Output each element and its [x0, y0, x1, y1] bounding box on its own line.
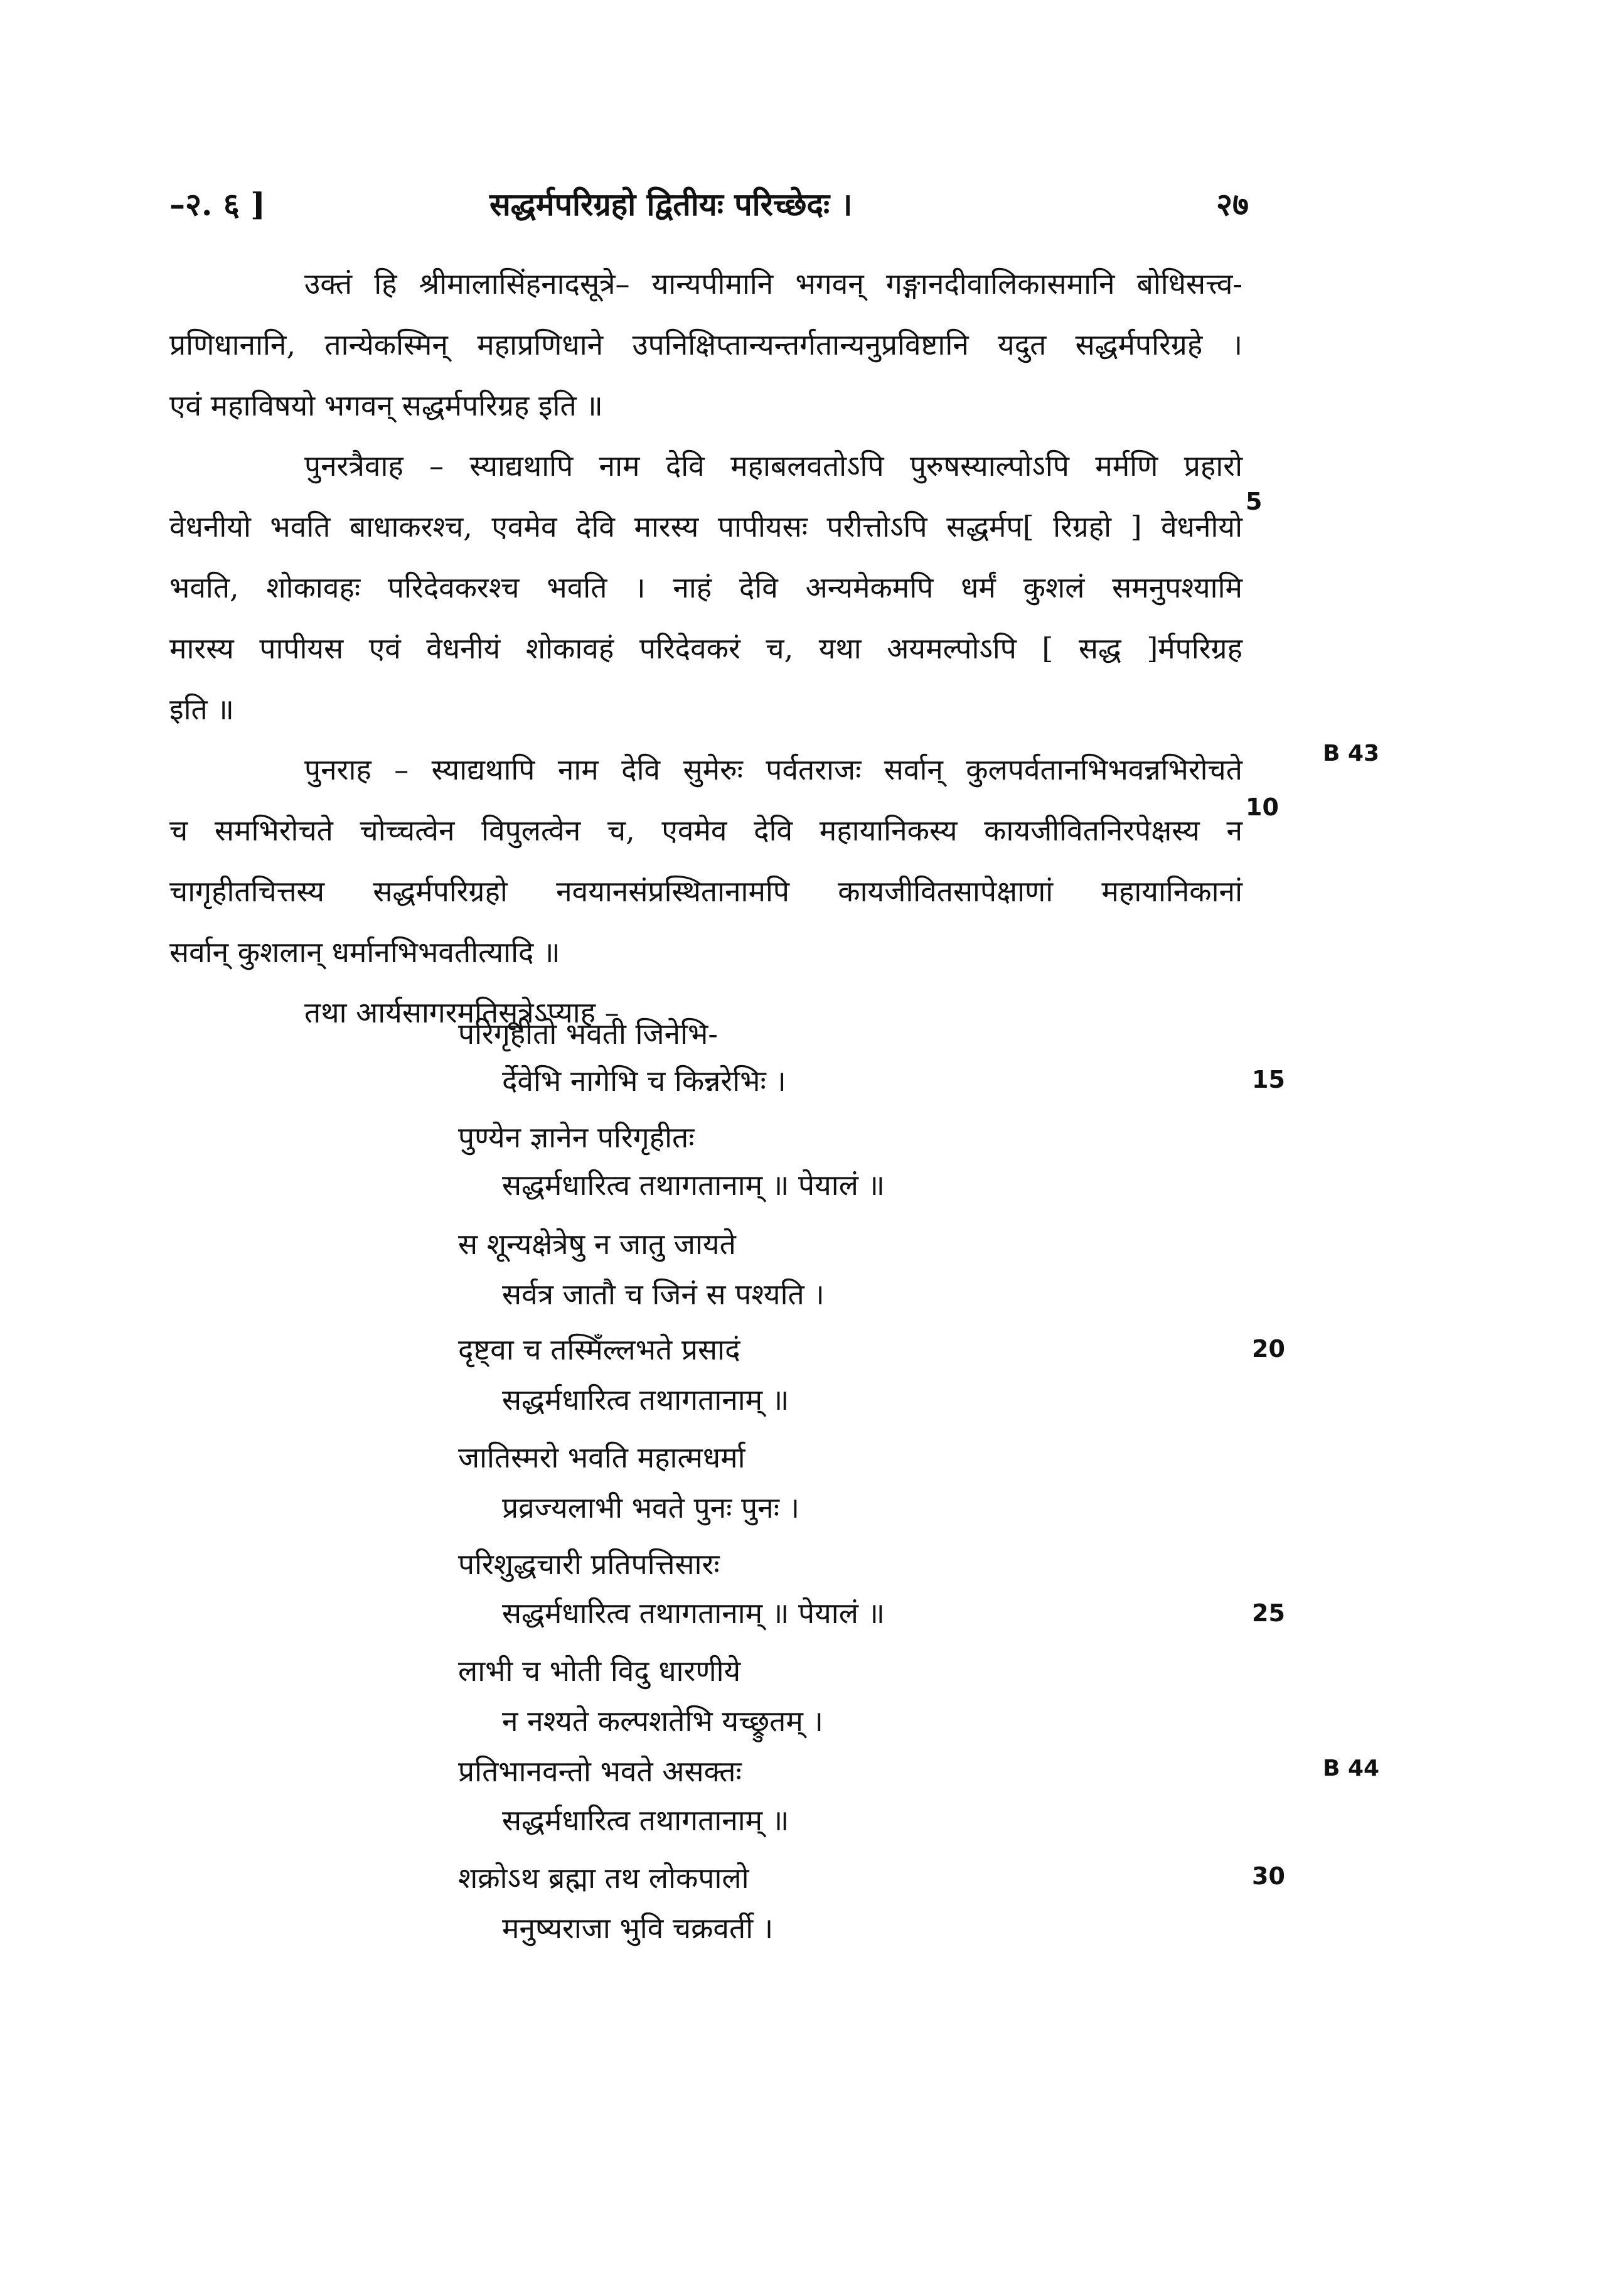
verse-line: सद्धर्मधारित्व तथागतानाम् ॥ [502, 1803, 789, 1837]
verse-line: लाभी च भोती विदु धारणीये [458, 1654, 741, 1688]
text-line: तथा आर्यसागरमतिसूत्रेऽप्याह – [304, 995, 619, 1029]
text-line: चागृहीतचित्तस्य सद्धर्मपरिग्रहो नवयानसंप्रस्थितानामपि कायजीवितसापेक्षाणां महायानिकानां [169, 874, 1242, 908]
page-number: २७ [1216, 186, 1249, 223]
running-header [169, 182, 1249, 239]
line-number: 20 [1252, 1335, 1285, 1363]
margin-reference: B 43 [1323, 741, 1380, 766]
text-line: प्रणिधानानि, तान्येकस्मिन् महाप्रणिधाने उपनिक्षिप्तान्यन्तर्गतान्यनुप्रविष्टानि यदुत सद्धर्मपरिग्रहे । [169, 328, 1242, 362]
verse-line: मनुष्यराजा भुवि चक्रवर्ती । [502, 1911, 774, 1945]
text-line: पुनराह – स्याद्यथापि नाम देवि सुमेरुः पर्वतराजः सर्वान् कुलपर्वतानभिभवन्नभिरोचते [304, 753, 1242, 786]
text-line: मारस्य पापीयस एवं वेधनीयं शोकावहं परिदेवकरं च, यथा अयमल्पोऽपि [ सद्ध ]र्मपरिग्रह [169, 631, 1242, 665]
verse-line: प्रव्रज्यलाभी भवते पुनः पुनः । [502, 1491, 800, 1525]
line-number: 25 [1252, 1599, 1285, 1627]
verse-line: न नश्यते कल्पशतेभि यच्छ्रुतम् । [502, 1704, 823, 1738]
text-line: च समभिरोचते चोच्चत्वेन विपुलत्वेन च, एवमेव देवि महायानिकस्य कायजीवितनिरपेक्षस्य न [169, 813, 1242, 847]
line-number: 30 [1252, 1862, 1285, 1890]
verse-line: परिगृहीतो भवती जिनेभि- [458, 1017, 718, 1051]
text-line: उक्तं हि श्रीमालासिंहनादसूत्रे– यान्यपीमानि भगवन् गङ्गानदीवालिकासमानि बोधिसत्त्व- [304, 267, 1242, 301]
chapter-title: सद्धर्मपरिग्रहो द्वितीयः परिच्छेदः । [489, 186, 853, 223]
verse-line: शक्रोऽथ ब्रह्मा तथ लोकपालो [458, 1861, 749, 1895]
verse-line: र्देवेभि नागेभि च किन्नरेभिः । [502, 1064, 786, 1098]
verse-line: दृष्ट्वा च तस्मिँल्लभते प्रसादं [458, 1333, 740, 1366]
line-number: 10 [1246, 793, 1279, 821]
verse-line: जातिस्मरो भवति महात्मधर्मा [458, 1440, 745, 1474]
verse-line: प्रतिभानवन्तो भवते असक्तः [458, 1754, 742, 1788]
verse-line: सर्वत्र जातौ च जिनं स पश्यति । [502, 1277, 825, 1311]
verse-line: पुण्येन ज्ञानेन परिगृहीतः [458, 1120, 695, 1154]
text-line: वेधनीयो भवति बाधाकरश्च, एवमेव देवि मारस्य पापीयसः परीत्तोऽपि सद्धर्मप[ रिग्रहो ] वेधनीयो [169, 510, 1242, 544]
verse-line: परिशुद्धचारी प्रतिपत्तिसारः [458, 1547, 720, 1581]
verse-line: सद्धर्मधारित्व तथागतानाम् ॥ पेयालं ॥ [502, 1168, 885, 1202]
text-line: पुनरत्रैवाह – स्याद्यथापि नाम देवि महाबलवतोऽपि पुरुषस्याल्पोऽपि मर्मणि प्रहारो [304, 449, 1242, 483]
verse-line: स शून्यक्षेत्रेषु न जातु जायते [458, 1227, 736, 1261]
verse-line: सद्धर्मधारित्व तथागतानाम् ॥ [502, 1383, 789, 1417]
line-number: 15 [1252, 1066, 1285, 1093]
text-line: भवति, शोकावहः परिदेवकरश्च भवति । नाहं देवि अन्यमेकमपि धर्मं कुशलं समनुपश्यामि [169, 571, 1242, 604]
text-line: सर्वान् कुशलान् धर्मानभिभवतीत्यादि ॥ [169, 935, 560, 969]
margin-reference: B 44 [1323, 1756, 1380, 1781]
paragraph-3 [169, 739, 1242, 983]
text-line: इति ॥ [169, 692, 234, 726]
line-number: 5 [1246, 488, 1263, 515]
section-ref: –२. ६ ] [169, 186, 265, 223]
text-line: एवं महाविषयो भगवन् सद्धर्मपरिग्रह इति ॥ [169, 389, 603, 422]
paragraph-1 [169, 254, 1242, 436]
verse-line: सद्धर्मधारित्व तथागतानाम् ॥ पेयालं ॥ [502, 1596, 885, 1630]
paragraph-2 [169, 436, 1242, 740]
